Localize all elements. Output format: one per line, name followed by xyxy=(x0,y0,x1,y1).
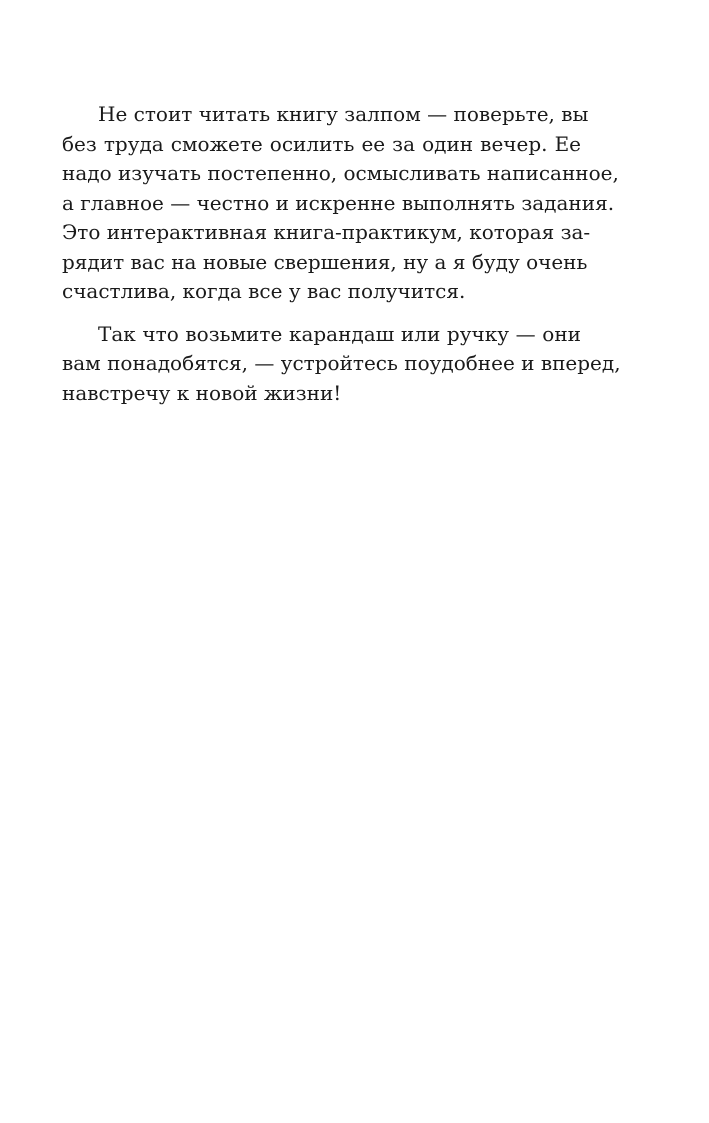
text-line: рядит вас на новые свершения, ну а я буду очень xyxy=(62,249,588,274)
book-page xyxy=(62,100,621,408)
text-line: счастлива, когда все у вас получится. xyxy=(62,279,466,303)
text-line: надо изучать постепенно, осмысливать написанное, xyxy=(62,161,619,185)
text-line: а главное — честно и искренне выполнять задания. xyxy=(62,190,615,215)
text-line: Это интерактивная книга-практикум, которая за- xyxy=(62,220,591,244)
paragraph-2 xyxy=(62,320,621,409)
paragraph-1 xyxy=(62,100,619,307)
text-line: без труда сможете осилить ее за один вечер. Ее xyxy=(62,131,581,156)
text-line: Так что возьмите карандаш или ручку — они xyxy=(98,321,581,346)
text-line: Не стоит читать книгу залпом — поверьте, вы xyxy=(98,102,589,126)
text-line: вам понадобятся, — устройтесь поудобнее и вперед, xyxy=(62,351,621,375)
text-line: навстречу к новой жизни! xyxy=(62,380,342,405)
